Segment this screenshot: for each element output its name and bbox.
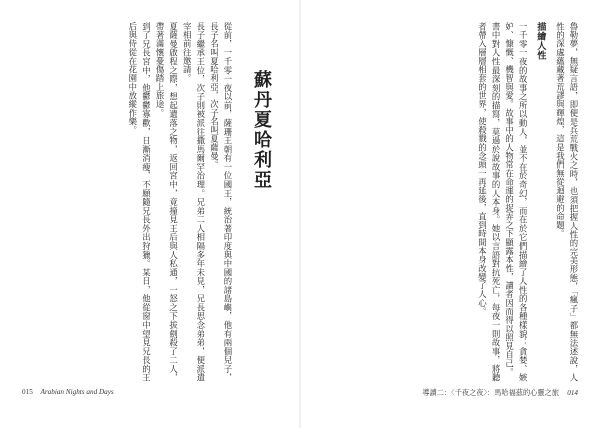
right-page-footer [422,388,578,398]
body-paragraph: 從前，一千零一夜以前，薩珊王朝有一位國王，統治著印度與中國的諸島嶼，他有兩個兒子，長子名叫夏哈利亞，次子名叫夏薩曼。 [209,22,233,382]
body-paragraph: 書中對人性最深刻的描寫，莫過於說故事的人本身。她以言語對抗死亡，每夜一則故事，將聽者帶入層層相套的世界，使殺戮的念頭一再延後，直到時間本身改變了人心。 [477,22,502,382]
body-paragraph: 一千零一夜的故事之所以動人，並不在於奇幻，而在於它們描繪了人性的各種樣貌：貪婪、嫉妒、慷慨、機智與愛。故事中的人物常在命運的捉弄之下顯露本性，讀者因而得以照見自己。 [504,22,529,382]
left-page-footer [22,388,114,396]
right-page-text-columns [318,22,580,382]
chapter-title: 蘇丹夏哈利亞 [251,70,272,190]
left-page [22,22,284,382]
body-paragraph: 夏薩曼啟程之際，想起遺落之物，返回宮中，竟撞見王后與人私通，一怒之下拔劍殺了二人，帶著滿懷憂傷踏上旅途。 [155,22,179,382]
body-paragraph: 魯勒夢，無疑言語，即便是兵荒戰火之時，也須把握人性的完美形態，「瘋子」都無法述說，人性的深處蘊藏著荒謬與輝煌，這是我們無從迴避的命題。 [555,22,579,382]
right-page [318,22,580,382]
book-gutter [299,0,301,428]
right-running-title: 導讀二：〈千夜之夜〉：馬哈福茲的心靈之旅 [422,388,559,397]
section-heading: 描繪人性 [534,22,546,60]
body-paragraph: 長子繼承王位，次子則被派往撒馬爾罕治理。兄弟二人相隔多年未見，兄長思念弟弟，便派遣宰相前往邀請。 [182,22,206,382]
left-page-body [22,22,234,382]
left-page-number: 015 [22,388,33,396]
left-running-title: Arabian Nights and Days [40,388,114,396]
right-page-number: 014 [567,389,578,397]
left-page-text-columns [22,22,234,382]
body-paragraph: 到了兄長宮中，他鬱鬱寡歡，日漸消瘦，不願隨兄長外出狩獵。某日，他從窗中望見兄長的王后與侍從在花園中放縱作樂。 [127,22,152,382]
